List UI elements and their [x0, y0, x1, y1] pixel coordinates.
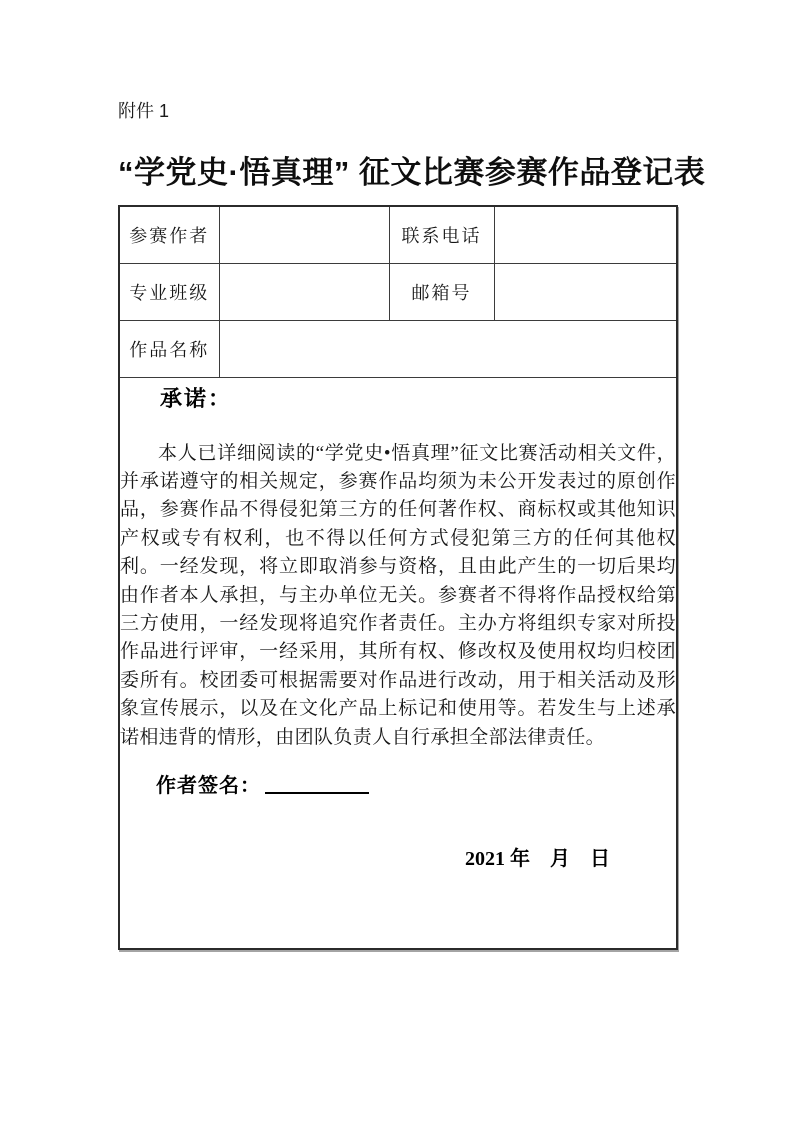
signature-label: 作者签名：	[156, 774, 261, 797]
table-row-author-phone	[119, 206, 677, 263]
registration-table	[118, 205, 678, 950]
document-content	[118, 0, 706, 950]
attachment-label: 附件 1	[118, 101, 170, 121]
class-value-cell[interactable]	[219, 263, 389, 320]
table-row-pledge	[119, 377, 677, 949]
phone-value-cell[interactable]	[494, 206, 677, 263]
author-value-cell[interactable]	[219, 206, 389, 263]
date-line: 2021 年 月 日	[465, 847, 610, 870]
table-row-class-email	[119, 263, 677, 320]
phone-label-cell: 联系电话	[389, 206, 494, 263]
email-label-cell: 邮箱号	[389, 263, 494, 320]
table-row-work-title	[119, 320, 677, 377]
signature-row	[156, 769, 676, 798]
pledge-cell	[119, 377, 677, 949]
class-label-cell: 专业班级	[119, 263, 219, 320]
author-label-cell: 参赛作者	[119, 206, 219, 263]
email-value-cell[interactable]	[494, 263, 677, 320]
pledge-body-text: 本人已详细阅读的“学党史•悟真理”征文比赛活动相关文件，并承诺遵守的相关规定，参赛作品均须为未公开发表过的原创作品，参赛作品不得侵犯第三方的任何著作权、商标权或其他知识产权或专有权利，也不得以任何方式侵犯第三方的任何其他权利。一经发现，将立即取消参与资格，且由此产生的一切后果均由作者本人承担，与主办单位无关。参赛者不得将作品授权给第三方使用，一经发现将追究作者责任。主办方将组织专家对所投作品进行评审，一经采用，其所有权、修改权及使用权均归校团委所有。校团委可根据需要对作品进行改动，用于相关活动及形象宣传展示，以及在文化产品上标记和使用等。若发生与上述承诺相违背的情形，由团队负责人自行承担全部法律责任。	[120, 442, 676, 748]
pledge-heading: 承诺：	[160, 385, 233, 411]
page-title: “学党史·悟真理” 征文比赛参赛作品登记表	[118, 155, 706, 190]
work-title-value-cell[interactable]	[219, 320, 677, 377]
signature-blank-line[interactable]	[265, 772, 369, 794]
work-title-label-cell: 作品名称	[119, 320, 219, 377]
